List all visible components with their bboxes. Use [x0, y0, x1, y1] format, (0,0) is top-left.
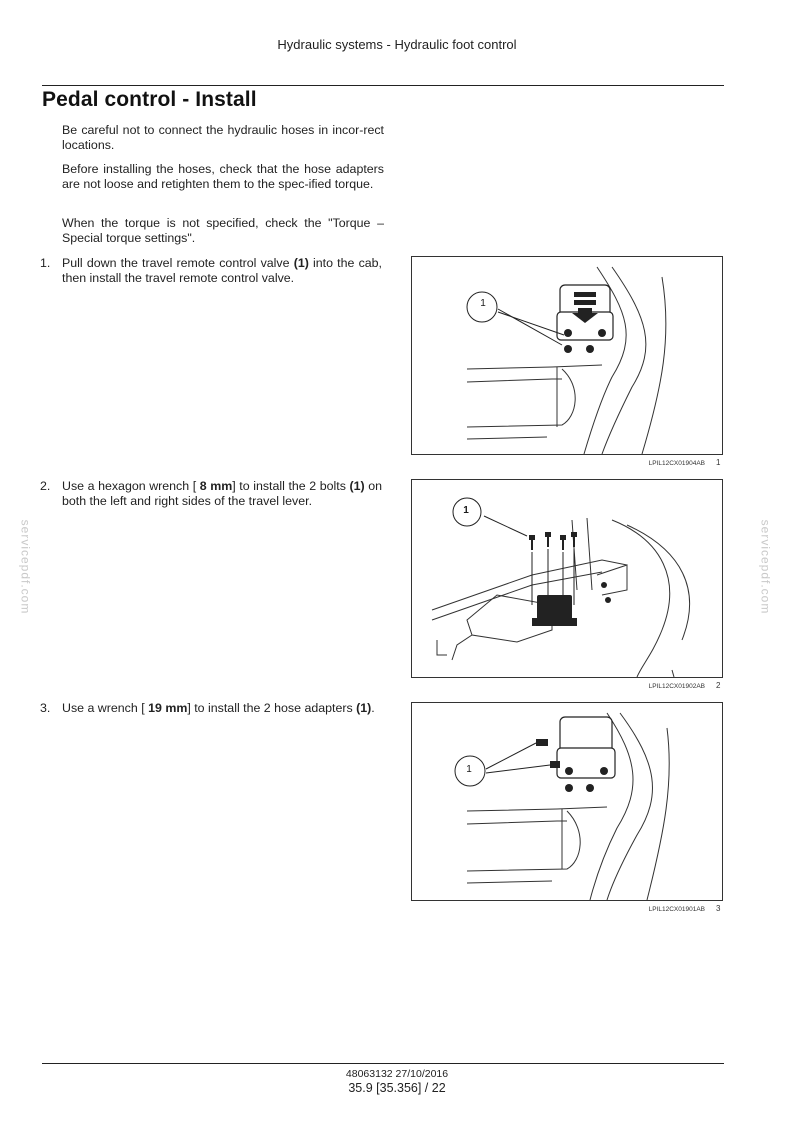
- step-number: 3.: [40, 701, 51, 715]
- figure-2-code: LPIL12CX01902AB: [648, 683, 705, 690]
- watermark-right: servicepdf.com: [758, 519, 773, 615]
- header-divider: [42, 85, 724, 86]
- figure-2-number: 2: [716, 681, 721, 690]
- figure-2-callout: 1: [463, 505, 469, 516]
- intro-paragraph-1: Be careful not to connect the hydraulic hoses in incor-rect locations.: [62, 123, 384, 153]
- step-1: [40, 256, 384, 287]
- intro-paragraph-2: Before installing the hoses, check that the hose adapters are not loose and retighten them to the spec-ified torque.: [62, 162, 384, 192]
- figure-1-code: LPIL12CX01904AB: [648, 460, 705, 467]
- footer-doc-ref: 48063132 27/10/2016: [345, 1068, 449, 1080]
- figure-3-number: 3: [716, 904, 721, 913]
- step-text: Pull down the travel remote control valve (1) into the cab, then install the travel remote control valve.: [62, 256, 382, 286]
- figure-1-number: 1: [716, 458, 721, 467]
- figure-3-code: LPIL12CX01901AB: [648, 906, 705, 913]
- intro-paragraph-3: When the torque is not specified, check the "Torque – Special torque settings".: [62, 216, 384, 246]
- watermark-left: servicepdf.com: [18, 519, 33, 615]
- figure-3-callout: 1: [466, 764, 472, 775]
- figure-3-illustration: [411, 702, 723, 901]
- step-number: 1.: [40, 256, 51, 270]
- step-text: Use a hexagon wrench [ 8 mm] to install the 2 bolts (1) on both the left and right sides of the travel lever.: [62, 479, 382, 509]
- figure-1-illustration: [411, 256, 723, 455]
- step-text: Use a wrench [ 19 mm] to install the 2 hose adapters (1).: [62, 701, 375, 715]
- figure-2-illustration: [411, 479, 723, 678]
- footer-page-number: 35.9 [35.356] / 22: [348, 1081, 446, 1095]
- page-header-title: Hydraulic systems - Hydraulic foot control: [277, 37, 517, 52]
- step-number: 2.: [40, 479, 51, 493]
- step-2: [40, 479, 384, 510]
- section-title: Pedal control - Install: [42, 88, 257, 111]
- step-3: [40, 701, 384, 716]
- figure-1-callout: 1: [480, 298, 486, 309]
- footer-divider: [42, 1063, 724, 1064]
